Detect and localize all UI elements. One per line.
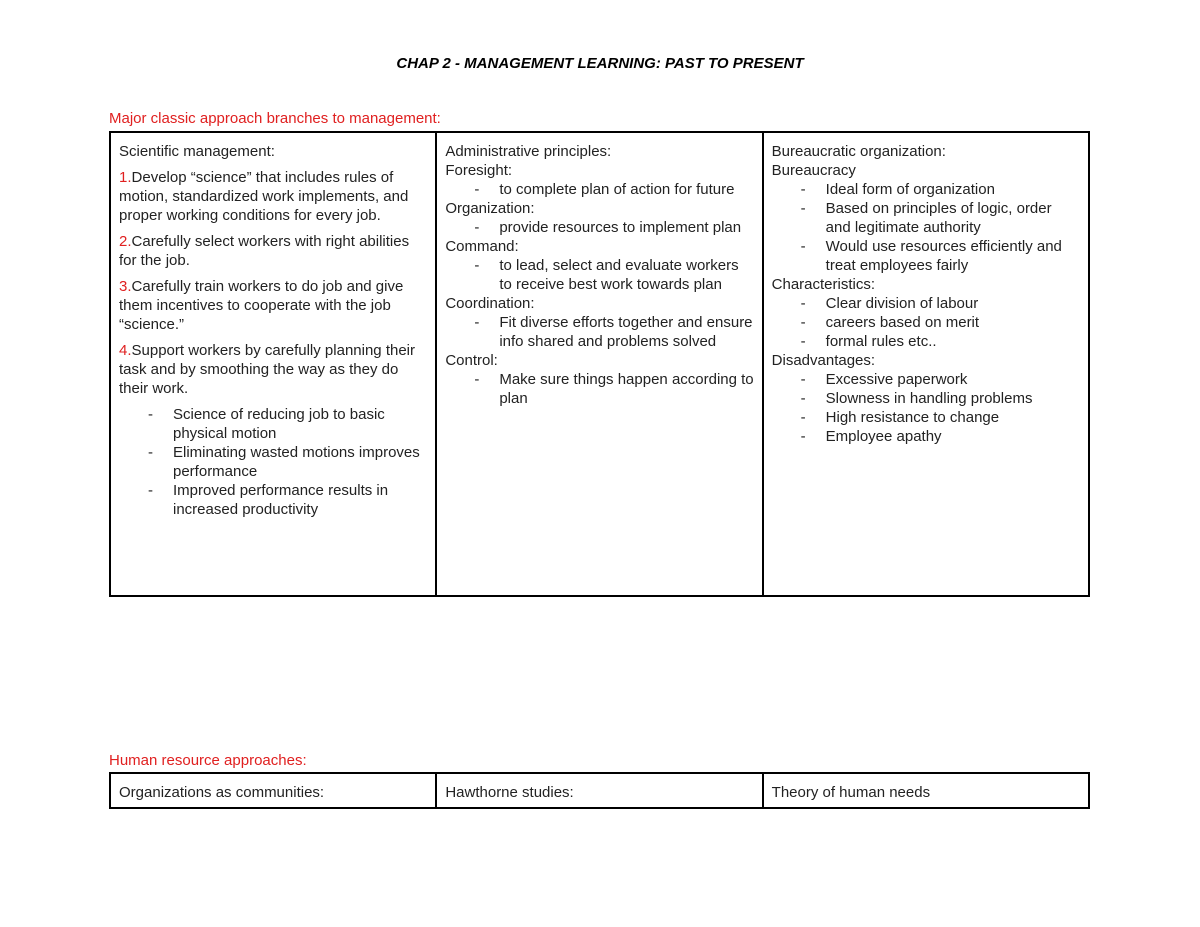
group-label-foresight: Foresight: xyxy=(445,162,513,179)
human-resource-table xyxy=(109,772,1090,809)
scientific-point-1 xyxy=(119,168,427,225)
list-item: - Fit diverse efforts together and ensure info shared and problems solved xyxy=(445,313,753,351)
bureaucratic-organization-title: Bureaucratic organization: xyxy=(771,143,946,160)
characteristics-list xyxy=(772,294,1080,351)
point-text: Carefully select workers with right abilities for the job. xyxy=(119,233,410,269)
group-label-organization: Organization: xyxy=(445,200,535,217)
scientific-point-3 xyxy=(119,277,427,334)
point-text: Carefully train workers to do job and give them incentives to cooperate with the job “science.” xyxy=(119,278,404,333)
classic-approach-table xyxy=(109,131,1090,597)
group-label-command: Command: xyxy=(445,238,519,255)
scientific-management-cell xyxy=(111,133,437,595)
list-item: - provide resources to implement plan xyxy=(445,218,753,237)
list-item: - Would use resources efficiently and treat employees fairly xyxy=(772,237,1080,275)
human-resource-heading: Human resource approaches: xyxy=(109,752,307,769)
list-item: - careers based on merit xyxy=(772,313,1080,332)
list-item: - Science of reducing job to basic physical motion xyxy=(119,405,427,443)
bureaucracy-list xyxy=(772,180,1080,275)
administrative-principles-cell xyxy=(437,133,763,595)
coordination-list xyxy=(445,313,753,351)
group-label-characteristics: Characteristics: xyxy=(771,276,876,293)
group-label-bureaucracy: Bureaucracy xyxy=(771,162,856,179)
group-label-coordination: Coordination: xyxy=(445,295,535,312)
bureaucratic-organization-cell xyxy=(764,133,1088,595)
list-item: - to lead, select and evaluate workers to receive best work towards plan xyxy=(445,256,753,294)
theory-of-human-needs-cell: Theory of human needs xyxy=(771,784,931,801)
administrative-principles-title: Administrative principles: xyxy=(445,143,612,160)
page-title: CHAP 2 - MANAGEMENT LEARNING: PAST TO PRESENT xyxy=(396,55,804,72)
control-list xyxy=(445,370,753,408)
foresight-list xyxy=(445,180,753,199)
scientific-management-title: Scientific management: xyxy=(119,143,275,160)
command-list xyxy=(445,256,753,294)
group-label-disadvantages: Disadvantages: xyxy=(771,352,876,369)
list-item: - Employee apathy xyxy=(772,427,1080,446)
disadvantages-list xyxy=(772,370,1080,446)
point-text: Develop “science” that includes rules of motion, standardized work implements, and proper working conditions for every job. xyxy=(119,169,409,224)
list-item: - to complete plan of action for future xyxy=(445,180,753,199)
organization-list xyxy=(445,218,753,237)
list-item: - Make sure things happen according to plan xyxy=(445,370,753,408)
organizations-as-communities-cell: Organizations as communities: xyxy=(111,774,437,807)
list-item: - Slowness in handling problems xyxy=(772,389,1080,408)
list-item: - Based on principles of logic, order and legitimate authority xyxy=(772,199,1080,237)
hawthorne-studies-cell: Hawthorne studies: xyxy=(437,774,763,807)
list-item: - High resistance to change xyxy=(772,408,1080,427)
group-label-control: Control: xyxy=(445,352,498,369)
list-item: - formal rules etc.. xyxy=(772,332,1080,351)
point-text: Support workers by carefully planning their task and by smoothing the way as they do their work. xyxy=(119,342,415,397)
list-item: - Ideal form of organization xyxy=(772,180,1080,199)
scientific-point-4 xyxy=(119,341,427,398)
point-number: 2. xyxy=(119,233,132,250)
scientific-bullet-list xyxy=(119,405,427,519)
list-item: - Eliminating wasted motions improves performance xyxy=(119,443,427,481)
point-number: 4. xyxy=(119,342,132,359)
list-item: - Improved performance results in increased productivity xyxy=(119,481,427,519)
classic-approach-heading: Major classic approach branches to management: xyxy=(109,110,441,127)
list-item: - Excessive paperwork xyxy=(772,370,1080,389)
scientific-point-2 xyxy=(119,232,427,270)
point-number: 1. xyxy=(119,169,132,186)
list-item: - Clear division of labour xyxy=(772,294,1080,313)
point-number: 3. xyxy=(119,278,132,295)
